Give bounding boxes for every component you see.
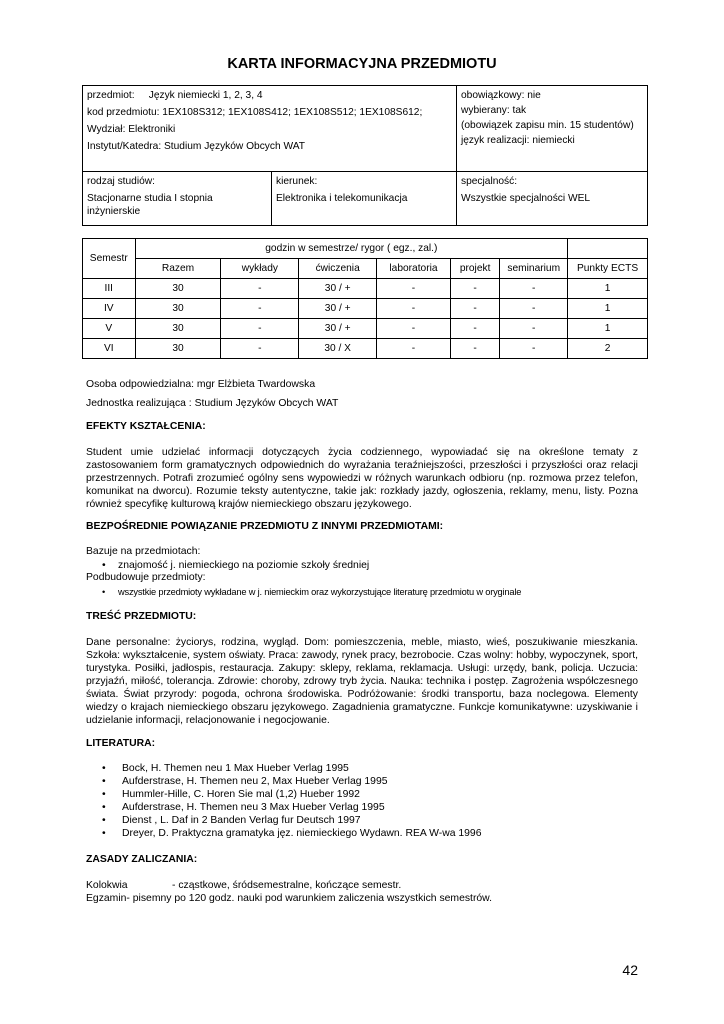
table-row [83, 319, 648, 339]
table-cell: - [500, 319, 568, 339]
table-cell: 1 [568, 299, 648, 319]
table-cell: - [450, 319, 500, 339]
page-title: KARTA INFORMACYJNA PRZEDMIOTU [227, 56, 497, 72]
semestr-header: Semestr [83, 239, 136, 279]
efekty-text: Student umie udzielać informacji dotyczących życia codziennego, wypowiadać się na określone tematy z zastosowaniem form gramatycznych odpowiednich do wyrażania teraźniejszości, przeszłości i przyszłości oraz relacji przestrzennych. Potrafi zrozumieć ogólny sens wypowiedzi w różnych warunkach odbioru (np. rozmowa przez telefon, komunikat na dworcu). Rozumie teksty autentyczne, takie jak: rozkłady jazdy, ogłoszenia, reklamy, menu, listy. Pozna również specyfikę kulturową krajów niemieckiego obszaru językowego. [86, 447, 638, 510]
table-cell: - [450, 339, 500, 359]
course-info-table [82, 85, 648, 226]
column-header: Razem [135, 259, 221, 279]
list-item: • Aufderstrase, H. Themen neu 3 Max Hueber Verlag 1995 [102, 801, 482, 814]
page-number: 42 [622, 962, 638, 978]
list-item: • znajomość j. niemieckiego na poziomie szkoły średniej [86, 559, 369, 572]
list-item: • Aufderstrase, H. Themen neu 2, Max Hueber Verlag 1995 [102, 775, 482, 788]
column-header: seminarium [500, 259, 568, 279]
przedmiot-value: Język niemiecki 1, 2, 3, 4 [148, 90, 263, 101]
list-item: • wszystkie przedmioty wykładane w j. niemieckim oraz wykorzystujące literaturę przedmiotu w oryginale [86, 586, 521, 599]
table-row [83, 339, 648, 359]
specialty-cell [457, 172, 648, 226]
table-cell: 30 / + [299, 279, 377, 299]
table-cell: VI [83, 339, 136, 359]
study-type-cell [83, 172, 272, 226]
list-item: • Hummler-Hille, C. Horen Sie mal (1,2) Hueber 1992 [102, 788, 482, 801]
bazuje-list [86, 559, 369, 572]
specialty-value: Wszystkie specjalności WEL [461, 193, 591, 204]
table-cell: - [377, 299, 451, 319]
table-cell: - [221, 279, 299, 299]
table-cell: 30 [135, 279, 221, 299]
table-cell: 1 [568, 319, 648, 339]
table-cell: 30 [135, 319, 221, 339]
course-code: kod przedmiotu: 1EX108S312; 1EX108S412; 1EX108S512; 1EX108S612; [87, 107, 423, 118]
responsible-person: Osoba odpowiedzialna: mgr Elżbieta Twardowska [86, 379, 316, 390]
table-cell: 30 / + [299, 319, 377, 339]
study-type-label: rodzaj studiów: [87, 176, 155, 187]
podbudowuje-label: Podbudowuje przedmioty: [86, 572, 206, 583]
study-type-value: Stacjonarne studia I stopnia inżynierskie [87, 193, 213, 217]
table-cell: - [221, 299, 299, 319]
column-header: Punkty ECTS [568, 259, 648, 279]
language: język realizacji: niemiecki [461, 135, 575, 146]
table-cell: 1 [568, 279, 648, 299]
table-cell: - [500, 339, 568, 359]
obligatory: obowiązkowy: nie [461, 90, 541, 101]
efekty-heading: EFEKTY KSZTAŁCENIA: [86, 421, 206, 432]
ects-group-empty [568, 239, 648, 259]
egzamin-text: Egzamin- pisemny po 120 godz. nauki pod warunkiem zaliczenia wszystkich semestrów. [86, 893, 492, 904]
table-cell: V [83, 319, 136, 339]
table-cell: - [221, 319, 299, 339]
table-row [83, 299, 648, 319]
list-item: • Dreyer, D. Praktyczna gramatyka jęz. niemieckiego Wydawn. REA W-wa 1996 [102, 827, 482, 840]
table-cell: 30 [135, 339, 221, 359]
kolokwia-label: Kolokwia [86, 880, 128, 891]
zasady-heading: ZASADY ZALICZANIA: [86, 854, 198, 865]
course-status-cell [457, 86, 648, 172]
przedmiot-label: przedmiot: [87, 90, 135, 101]
table-cell: 30 / + [299, 299, 377, 319]
column-header: projekt [450, 259, 500, 279]
table-cell: 30 / X [299, 339, 377, 359]
tresc-heading: TREŚĆ PRZEDMIOTU: [86, 611, 197, 622]
literatura-heading: LITERATURA: [86, 738, 156, 749]
field-value: Elektronika i telekomunikacja [276, 193, 408, 204]
list-item: • Dienst , L. Daf in 2 Banden Verlag fur Deutsch 1997 [102, 814, 482, 827]
podbudowuje-list [86, 586, 521, 599]
table-cell: - [450, 279, 500, 299]
powiazanie-heading: BEZPOŚREDNIE POWIĄZANIE PRZEDMIOTU Z INNYMI PRZEDMIOTAMI: [86, 521, 444, 532]
specialty-label: specjalność: [461, 176, 518, 187]
table-cell: IV [83, 299, 136, 319]
column-header: wykłady [221, 259, 299, 279]
elective: wybierany: tak [461, 105, 527, 116]
table-cell: - [377, 339, 451, 359]
table-cell: - [500, 299, 568, 319]
table-cell: - [450, 299, 500, 319]
table-cell: - [500, 279, 568, 299]
tresc-text: Dane personalne: życiorys, rodzina, wygląd. Dom: pomieszczenia, meble, miasto, wieś, poszukiwanie mieszkania. Szkoła: wykształcenie, system oświaty. Praca: zawody, rynek pracy, bezrobocie. Czas wolny: hobby, wypoczynek, sport, turystyka. Posiłki, jadłospis, restauracja. Zakupy: sklepy, reklama, reklamacja. Usługi: urzędy, bank, policja. Uczucia: przyjaźń, miłość, tolerancja. Zdrowie: choroby, zdrowy tryb życia. Nauka: technika i postęp. Zagrożenia współczesnego świata. Świat przyrody: pogoda, ochrona środowiska. Podróżowanie: środki transportu, baza noclegowa. Elementy wiedzy o krajach niemieckiego obszaru językowego. Zagadnienia gramatyczne. Funkcje komunikatywne: uzyskiwanie i udzielanie informacji, relacjonowanie i negocjowanie. [86, 637, 638, 726]
table-cell: - [377, 319, 451, 339]
table-row [83, 279, 648, 299]
table-cell: - [221, 339, 299, 359]
field-cell [272, 172, 457, 226]
institute: Instytut/Katedra: Studium Języków Obcych WAT [87, 141, 305, 152]
column-header: ćwiczenia [299, 259, 377, 279]
table-cell: III [83, 279, 136, 299]
table-cell: 2 [568, 339, 648, 359]
field-label: kierunek: [276, 176, 318, 187]
faculty: Wydział: Elektroniki [87, 124, 176, 135]
kolokwia-text: - cząstkowe, śródsemestralne, kończące semestr. [172, 880, 402, 891]
bazuje-label: Bazuje na przedmiotach: [86, 546, 201, 557]
literatura-list [102, 762, 482, 840]
table-cell: 30 [135, 299, 221, 319]
list-item: • Bock, H. Themen neu 1 Max Hueber Verlag 1995 [102, 762, 482, 775]
hours-group-header: godzin w semestrze/ rygor ( egz., zal.) [135, 239, 568, 259]
enrollment-note: (obowiązek zapisu min. 15 studentów) [461, 120, 634, 131]
course-details-cell [83, 86, 457, 172]
semester-table [82, 238, 648, 359]
column-header: laboratoria [377, 259, 451, 279]
table-cell: - [377, 279, 451, 299]
implementing-unit: Jednostka realizująca : Studium Języków Obcych WAT [86, 398, 339, 409]
